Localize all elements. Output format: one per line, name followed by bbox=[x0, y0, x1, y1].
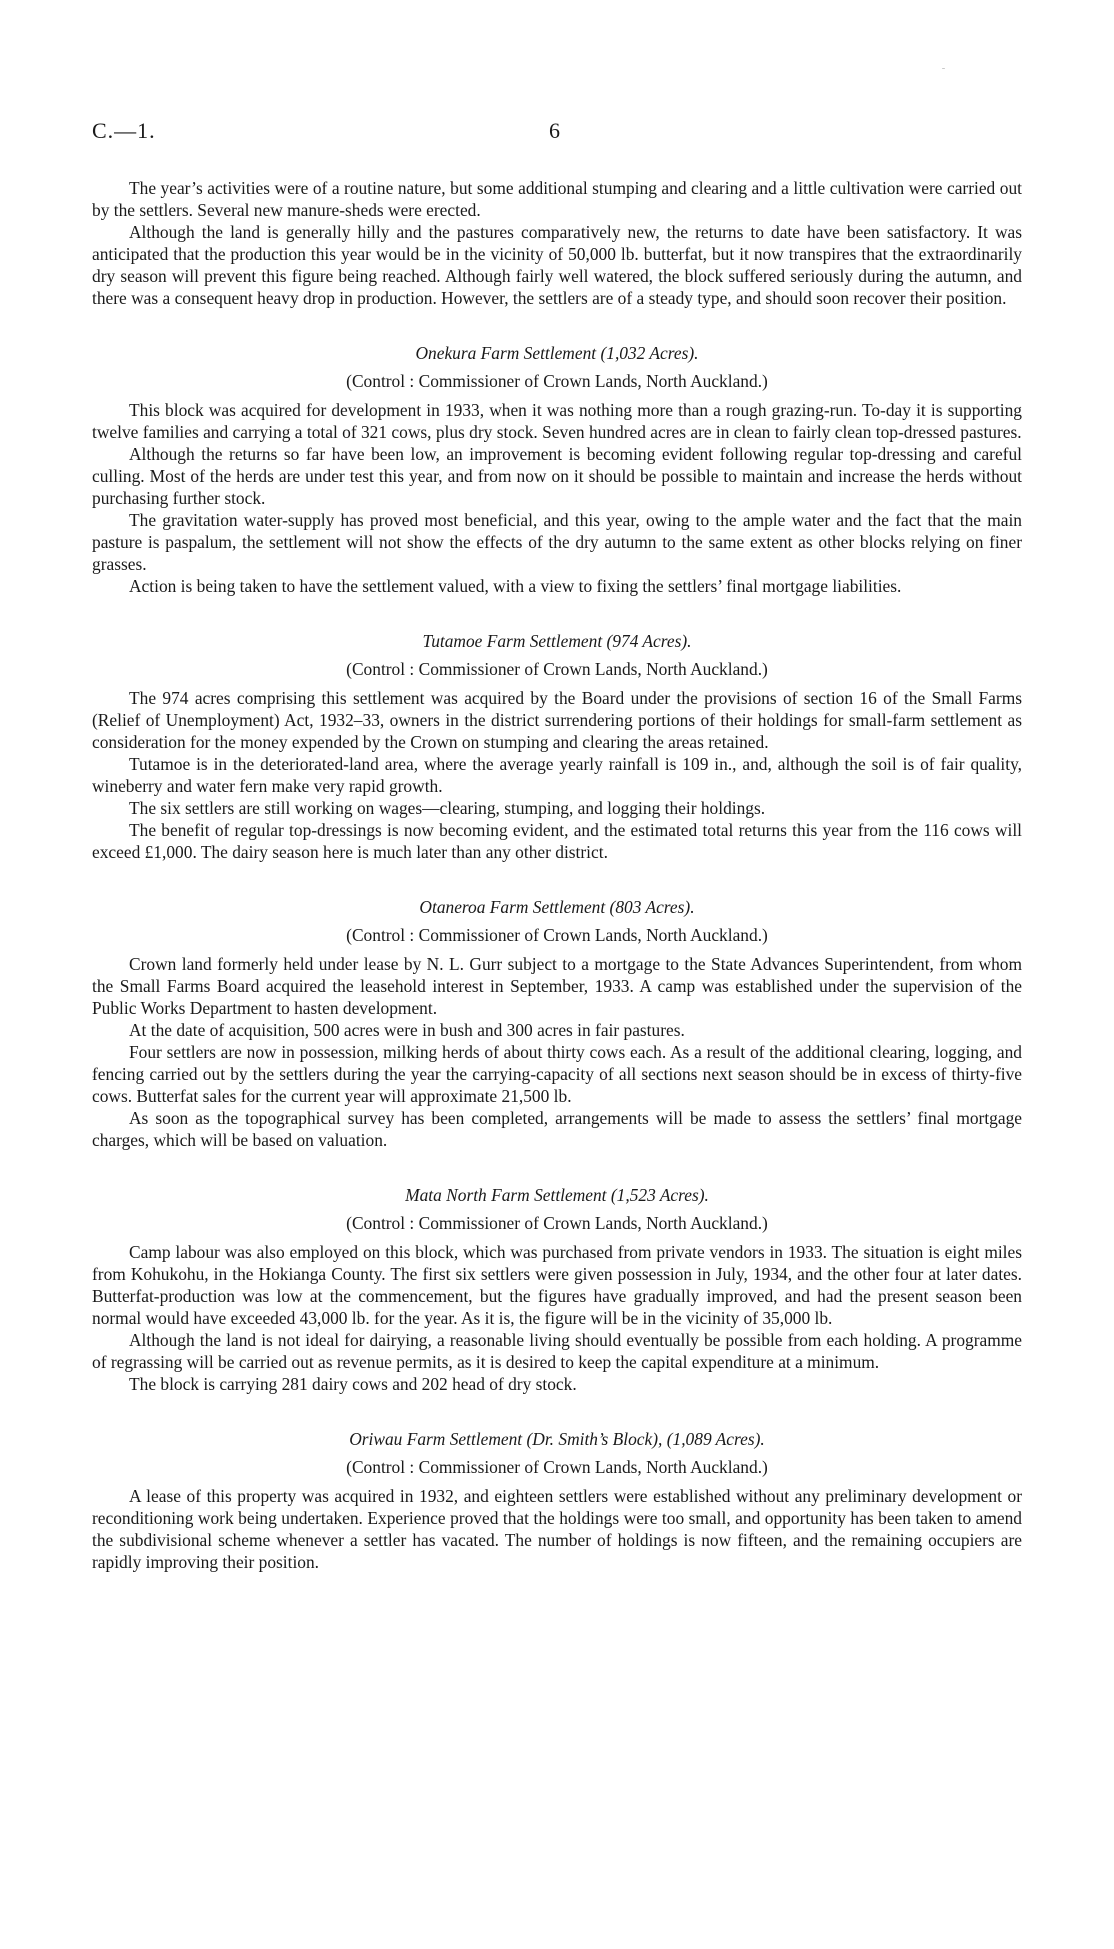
paragraph: The year’s activities were of a routine nature, but some additional stumping and clearing and a little cultivation were carried out by the settlers. Several new manure-sheds were erected. bbox=[92, 178, 1022, 220]
paragraph: Action is being taken to have the settlement valued, with a view to fixing the settlers’ final mortgage liabilities. bbox=[129, 576, 902, 596]
paragraph: The benefit of regular top-dressings is now becoming evident, and the estimated total returns this year from the 116 cows will exceed £1,000. The dairy season here is much later than any other district. bbox=[92, 820, 1022, 862]
document-reference: C.—1. bbox=[92, 118, 156, 143]
paragraph: Four settlers are now in possession, milking herds of about thirty cows each. As a result of the additional clearing, logging, and fencing carried out by the settlers during the year the carrying-capacity of all sections next season should be in excess of thirty-five cows. Butterfat sales for the current year will approximate 21,500 lb. bbox=[92, 1042, 1022, 1106]
paragraph: At the date of acquisition, 500 acres were in bush and 300 acres in fair pastures. bbox=[129, 1020, 685, 1040]
section-tutamoe bbox=[92, 629, 1022, 863]
section-control: (Control : Commissioner of Crown Lands, North Auckland.) bbox=[346, 659, 768, 679]
section-title: Tutamoe Farm Settlement (974 Acres). bbox=[422, 631, 692, 651]
section-otaneroa bbox=[92, 895, 1022, 1151]
section-control: (Control : Commissioner of Crown Lands, North Auckland.) bbox=[346, 1457, 768, 1477]
paragraph: The gravitation water-supply has proved most beneficial, and this year, owing to the ample water and the fact that the main pasture is paspalum, the settlement will not show the effects of the dry autumn to the same extent as other blocks relying on finer grasses. bbox=[92, 510, 1022, 574]
paragraph: A lease of this property was acquired in 1932, and eighteen settlers were established without any preliminary development or reconditioning work being undertaken. Experience proved that the holdings were too small, and opportunity has been taken to amend the subdivisional scheme whenever a settler has vacated. The number of holdings is now fifteen, and the remaining occupiers are rapidly improving their position. bbox=[92, 1486, 1022, 1572]
section-control: (Control : Commissioner of Crown Lands, North Auckland.) bbox=[346, 371, 768, 391]
paragraph: The 974 acres comprising this settlement was acquired by the Board under the provisions of section 16 of the Small Farms (Relief of Unemployment) Act, 1932–33, owners in the district surrendering portions of their holdings for small-farm settlement as consideration for the money expended by the Crown on stumping and clearing the areas retained. bbox=[92, 688, 1022, 752]
section-control: (Control : Commissioner of Crown Lands, North Auckland.) bbox=[346, 925, 768, 945]
paragraph: Crown land formerly held under lease by N. L. Gurr subject to a mortgage to the State Advances Superintendent, from whom the Small Farms Board acquired the leasehold interest in September, 1933. A camp was established under the supervision of the Public Works Department to hasten development. bbox=[92, 954, 1022, 1018]
section-mata-north bbox=[92, 1183, 1022, 1395]
paragraph: The six settlers are still working on wages—clearing, stumping, and logging their holdings. bbox=[129, 798, 766, 818]
section-title: Oriwau Farm Settlement (Dr. Smith’s Block), (1,089 Acres). bbox=[349, 1429, 765, 1449]
paragraph: Tutamoe is in the deteriorated-land area, where the average yearly rainfall is 109 in., and, although the soil is of fair quality, wineberry and water fern make very rapid growth. bbox=[92, 754, 1022, 796]
page-number: 6 bbox=[549, 118, 560, 143]
paragraph: The block is carrying 281 dairy cows and 202 head of dry stock. bbox=[129, 1374, 577, 1394]
paragraph: Although the land is not ideal for dairying, a reasonable living should eventually be possible from each holding. A programme of regrassing will be carried out as revenue permits, as it is desired to keep the capital expenditure at a minimum. bbox=[92, 1330, 1022, 1372]
scan-speck bbox=[942, 68, 945, 69]
section-title: Mata North Farm Settlement (1,523 Acres). bbox=[405, 1185, 709, 1205]
section-control: (Control : Commissioner of Crown Lands, North Auckland.) bbox=[346, 1213, 768, 1233]
paragraph: Although the returns so far have been low, an improvement is becoming evident following regular top-dressing and careful culling. Most of the herds are under test this year, and from now on it should be possible to maintain and increase the herds without purchasing further stock. bbox=[92, 444, 1022, 508]
paragraph: Although the land is generally hilly and the pastures comparatively new, the returns to date have been satisfactory. It was anticipated that the production this year would be in the vicinity of 50,000 lb. butterfat, but it now transpires that the extraordinarily dry season will prevent this figure being reached. Although fairly well watered, the block suffered seriously during the autumn, and there was a consequent heavy drop in production. However, the settlers are of a steady type, and should soon recover their position. bbox=[92, 222, 1022, 308]
document-body bbox=[92, 177, 1022, 1573]
section-oriwau bbox=[92, 1427, 1022, 1573]
section-title: Onekura Farm Settlement (1,032 Acres). bbox=[415, 343, 699, 363]
section-onekura bbox=[92, 341, 1022, 597]
intro-block bbox=[92, 177, 1022, 309]
section-title: Otaneroa Farm Settlement (803 Acres). bbox=[419, 897, 695, 917]
paragraph: As soon as the topographical survey has been completed, arrangements will be made to assess the settlers’ final mortgage charges, which will be based on valuation. bbox=[92, 1108, 1022, 1150]
paragraph: This block was acquired for development in 1933, when it was nothing more than a rough grazing-run. To-day it is supporting twelve families and carrying a total of 321 cows, plus dry stock. Seven hundred acres are in clean to fairly clean top-dressed pastures. bbox=[92, 400, 1022, 442]
page-header bbox=[92, 118, 1022, 148]
paragraph: Camp labour was also employed on this block, which was purchased from private vendors in 1933. The situation is eight miles from Kohukohu, in the Hokianga County. The first six settlers were given possession in July, 1934, and the other four at later dates. Butterfat-production was low at the commencement, but the figures have gradually improved, and had the present season been normal would have exceeded 43,000 lb. for the year. As it is, the figure will be in the vicinity of 35,000 lb. bbox=[92, 1242, 1022, 1328]
